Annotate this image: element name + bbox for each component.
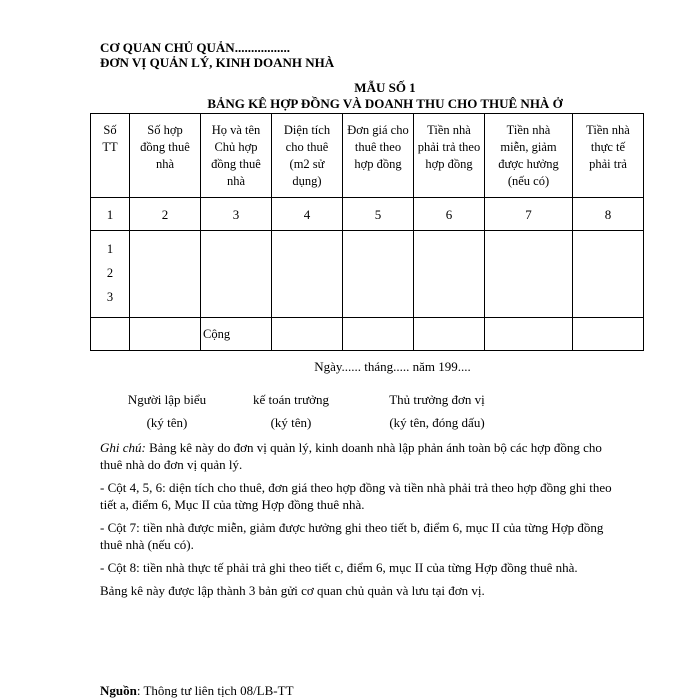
column-number: 7 [485, 198, 573, 231]
signature-role: Thủ trưởng đơn vị [389, 392, 485, 407]
note-item: - Cột 4, 5, 6: diện tích cho thuê, đơn giá theo hợp đồng và tiền nhà phải trả theo hợp đồng ghi theo tiết a, điểm 6, Mục II của từng Hợp đồng thuê nhà. [100, 480, 612, 512]
empty-cell [130, 318, 201, 351]
column-number: 6 [414, 198, 485, 231]
header-cell: Tiền nhà phải trả theo hợp đồng [414, 114, 485, 198]
empty-cell [343, 231, 414, 318]
header-cell: Diện tích cho thuê (m2 sử dụng) [272, 114, 343, 198]
empty-cell [414, 231, 485, 318]
empty-cell [414, 318, 485, 351]
form-number: MẪU SỐ 1 [354, 80, 416, 95]
notes-section [100, 439, 625, 605]
agency-header [100, 40, 334, 70]
signature-role: kế toán trưởng [252, 392, 329, 407]
column-number-row [91, 198, 644, 231]
row-number: 3 [106, 290, 114, 304]
column-number: 8 [573, 198, 644, 231]
agency-line: CƠ QUAN CHỦ QUẢN................. [100, 40, 290, 55]
total-label: Cộng [201, 318, 272, 351]
column-number: 3 [201, 198, 272, 231]
column-number: 4 [272, 198, 343, 231]
note-item: - Cột 8: tiền nhà thực tế phải trả ghi theo tiết c, điểm 6, mục II của từng Hợp đồng thuê nhà. [100, 560, 578, 575]
header-cell: Số TT [91, 114, 130, 198]
empty-cell [573, 231, 644, 318]
note-item: Bảng kê này được lập thành 3 bản gửi cơ quan chủ quản và lưu tại đơn vị. [100, 583, 485, 598]
signature-note: (ký tên) [146, 415, 188, 430]
column-number: 5 [343, 198, 414, 231]
signature-head-of-unit [372, 388, 502, 434]
total-row [91, 318, 644, 351]
empty-cell [485, 231, 573, 318]
source-label: Nguồn [100, 683, 137, 698]
column-number: 2 [130, 198, 201, 231]
contract-revenue-table [90, 113, 644, 351]
row-number-cell [91, 231, 130, 318]
empty-cell [130, 231, 201, 318]
source-text: : Thông tư liên tịch 08/LB-TT [136, 683, 294, 698]
empty-cell [272, 318, 343, 351]
signature-role: Người lập biểu [127, 392, 207, 407]
unit-line: ĐƠN VỊ QUẢN LÝ, KINH DOANH NHÀ [100, 55, 335, 70]
empty-cell [272, 231, 343, 318]
header-cell: Họ và tên Chủ hợp đồng thuê nhà [201, 114, 272, 198]
header-cell: Đơn giá cho thuê theo hợp đồng [343, 114, 414, 198]
header-cell: Tiền nhà miễn, giảm được hưởng (nếu có) [485, 114, 573, 198]
signature-note: (ký tên, đóng dấu) [389, 415, 485, 430]
signature-note: (ký tên) [270, 415, 312, 430]
source-line [100, 683, 294, 699]
row-number: 1 [106, 242, 114, 256]
note-item: - Cột 7: tiền nhà được miễn, giảm được hưởng ghi theo tiết b, điểm 6, mục II của từng Hợp đồng thuê nhà (nếu có). [100, 520, 604, 552]
date-line: Ngày...... tháng..... năm 199.... [314, 359, 471, 374]
empty-cell [201, 231, 272, 318]
empty-cell [343, 318, 414, 351]
empty-cell [573, 318, 644, 351]
empty-cell [485, 318, 573, 351]
empty-cell [91, 318, 130, 351]
table-row [91, 231, 644, 318]
signature-preparer [112, 388, 222, 434]
signature-chief-accountant [236, 388, 346, 434]
header-cell: Tiền nhà thực tế phải trả [573, 114, 644, 198]
document-title: BẢNG KÊ HỢP ĐỒNG VÀ DOANH THU CHO THUÊ NHÀ Ở [207, 96, 563, 111]
notes-intro: Ghi chú: Bảng kê này do đơn vị quản lý, kinh doanh nhà lập phản ánh toàn bộ các hợp đồng cho thuê nhà do đơn vị quản lý. [100, 440, 602, 472]
column-number: 1 [91, 198, 130, 231]
header-row [91, 114, 644, 198]
header-cell: Số hợp đồng thuê nhà [130, 114, 201, 198]
notes-label: Ghi chú: [100, 440, 146, 455]
row-number: 2 [106, 266, 114, 280]
